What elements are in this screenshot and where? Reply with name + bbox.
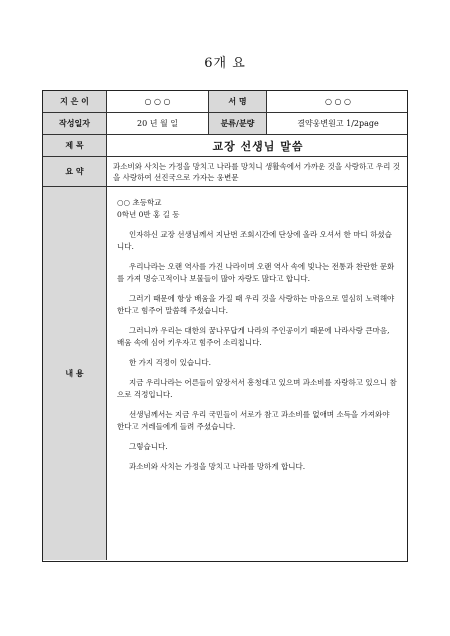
paragraph: 우리나라는 오랜 역사를 가진 나라이며 오랜 역사 속에 빛나는 전통과 찬란한 문화를 가져 명승고적이나 보물들이 많아 자랑도 많다고 합니다.	[117, 262, 395, 283]
content-label: 내 용	[43, 187, 107, 560]
document-title: 6개 요	[204, 56, 246, 71]
sign-value: ○ ○ ○	[324, 97, 352, 106]
author-value: ○ ○ ○	[107, 91, 209, 112]
paragraph: 과소비와 사치는 가정을 망치고 나라를 망하게 합니다.	[129, 462, 306, 471]
date-value: 20 년 월 일	[107, 113, 209, 134]
content-row	[43, 187, 407, 560]
school-name: ○○ 초등학교	[117, 198, 162, 207]
paragraph: 선생님께서는 지금 우리 국민들이 서로가 참고 과소비를 없애며 소득을 가져와야 한다고 겨레들에게 들려 주셨습니다.	[117, 410, 390, 431]
paragraph: 지금 우리나라는 어른들이 앞장서서 흥청대고 있으며 과소비를 자랑하고 있으니 참으로 걱정입니다.	[117, 378, 397, 399]
subject-label: 제 목	[43, 135, 107, 156]
paragraph: 인자하신 교장 선생님께서 지난번 조회시간에 단상에 올라 오셔서 한 마디 하셨습니다.	[117, 230, 392, 251]
sign-label: 서 명	[209, 91, 267, 112]
category-value: 결약웅변원고 1/2page	[297, 119, 379, 128]
date-row	[43, 113, 407, 135]
date-label: 작성일자	[43, 113, 107, 134]
summary-text: 과소비와 사치는 가정을 망치고 나라를 망치니 생활속에서 가까운 것을 사랑하고 우리 것을 사랑하여 선진국으로 가자는 웅변문	[113, 161, 401, 182]
summary-row	[43, 157, 407, 187]
paragraph: 그러기 때문에 항상 배움을 가질 때 우리 것을 사랑하는 마음으로 열심히 노력해야 한다고 힘주어 말씀해 주셨습니다.	[117, 294, 395, 315]
paragraph: 그렇습니다.	[129, 442, 168, 451]
content-body	[107, 187, 409, 560]
category-label: 분류/분량	[209, 113, 267, 134]
info-table	[42, 90, 408, 562]
subject-row	[43, 135, 407, 157]
student-name: 0학년 0반 홍 길 동	[117, 210, 180, 219]
paragraph: 한 가지 걱정이 있습니다.	[129, 358, 211, 367]
summary-label: 요 약	[43, 157, 107, 186]
author-row	[43, 91, 407, 113]
author-label: 지 은 이	[43, 91, 107, 112]
subject-value: 교장 선생님 말씀	[212, 139, 304, 153]
paragraph: 그러니까 우리는 대한의 꿈나무답게 나라의 주인공이기 때문에 나라사랑 큰마음, 배움 속에 심어 키우자고 힘주어 소리칩니다.	[117, 326, 390, 347]
